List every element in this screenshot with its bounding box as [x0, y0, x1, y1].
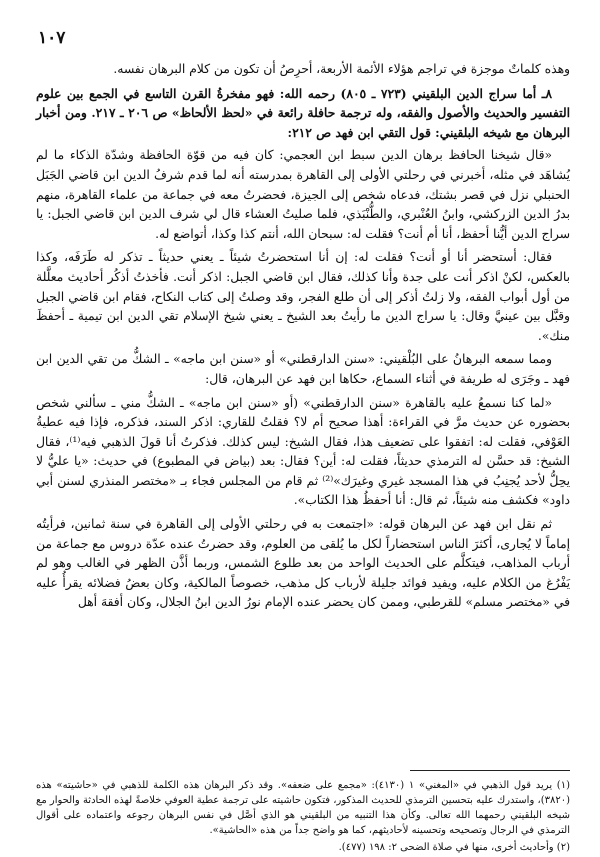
footnote-1: (١) يريد قول الذهبي في «المغني» ١ (٤١٣٠): «مجمع على ضعفه». وقد ذكر البرهان هذه الكلمة للذهبي في «حاشيته» هذه (٣٨٢٠)، واستدرك عليه بتحسين الترمذي للحديث المذكور، فتكون حاشيته على ترجمة عطية العوفي خلاصةً لهذه الحادثة والحوار مع شيخه البلقيني رحمهما الله تعالى. وكأن هذا التنبيه من البلقيني هو الذي أصَّل في نفس البرهان رجوعه واعتماده على أقوال الترمذي في الرجال وتصحيحه وتحسينه لأحاديثهم، كما هو واضح جداً من هذه «الحاشية».	[36, 780, 570, 836]
main-text	[36, 60, 570, 617]
footnote-2: (٢) وأحاديث أخرى، منها في صلاة الضحى ٢: ١٩٨ (٤٧٧).	[338, 842, 570, 853]
section-8-quote-1: «قال شيخنا الحافظ برهان الدين سبط ابن العجمي: كان فيه من قوّة الحافظة وشدّة الذكاء ما لم يُشاهَد في مثله، أخبرني في رحلتي الأولى إلى القاهرة بمدرسته أنه لما قدم شرفُ الدين ابن قاضي الجَبَل الحنبلي نزل في قصر بشتك، فدعاه شخص إلى الجيزة، فحضرتُ معه في جماعة من علماء القاهرة، منهم بدرُ الدين الزركشي، وابنُ العُنْبري، والطُّنْبَذي، فلما صليتُ العشاء قال لي شرف الدين ابن قاضي الجبل: يا سراج الدين أيُّنا أحفظ، أنا أم أنت؟ فقلت له: سبحان الله، أنتم كذا وكذا، أتواضع له.	[36, 148, 570, 241]
footnote-divider	[410, 770, 570, 771]
meeting-paragraph: ثم نقل ابن فهد عن البرهان قوله: «اجتمعت به في رحلتي الأولى إلى القاهرة في سنة ثمانين، فرأيتُه إماماً لا يُجارى، أكثرَ الناس استحضاراً لكل ما يُلقى من العلوم، وقد حضرتُ عنده عدّة دروس مع جماعة من أرباب المذاهب، فيتكلَّم على الحديث الواحد من بعد طلوع الشمس، وربما أذَّن الظهر في الغالب وهو لم يَفْرُغ من الكلام عليه، ويفيد فوائد جليلة لأرباب كل مذهب، خصوصاً المالكية، وكان بعضُ فضلائه يقرأُ عليه في «مختصر مسلم» للقرطبي، وممن كان يحضر عنده الإمام نورُ الدين ابنُ الجلال، وكان أفقهَ أهل	[36, 517, 570, 610]
section-8-lead: ٨ـ أما سراج الدين البلقيني (٧٢٣ ـ ٨٠٥) رحمه الله: فهو مفخرةُ القرن التاسع في الجمع بين علوم التفسير والحديث والأصول والفقه، وله ترجمة حافلة رائعة في «لحظ الألحاظ» ص ٢٠٦ ـ ٢١٧. ومن أخبار البرهان مع شيخه البلقيني: قول التقي ابن فهد ص ٢١٢:	[36, 85, 570, 140]
intro-paragraph: وهذه كلماتٌ موجزة في تراجم هؤلاء الأئمة الأربعة، أحرِصُ أن تكون من كلام البرهان نفسه.	[113, 62, 570, 76]
section-8-quote-2: فقال: أستحضر أنا أو أنت؟ فقلت له: إن أنا استحضرتُ شيئاً ـ يعني حديثاً ـ تذكر له طَرَفَه، وكذا بالعكس، لكنْ اذكر أنت على جدة وأنا كذلك، فقال ابن قاضي الجبل: اذكر أنت. فأخذتُ أذكُر أحاديث معلَّلة من أول أبواب الفقه، ولا زلتُ أذكر إلى أن طلع الفجر، وقد وصلتُ إلى كتاب النكاح، فقام ابن قاضي الجبل وقبَّل بين عينيَّ وقال: يا سراج الدين ما رأيتُ بعد الشيخ ـ يعني شيخ الإسلام تقي الدين ابن تيمية ـ أحفظَ منك».	[36, 250, 570, 343]
footnotes	[36, 778, 570, 857]
sunan-paragraph: ومما سمعه البرهانُ على البُلْقيني: «سنن الدارقطني» أو «سنن ابن ماجه» ـ الشكُّ من تقي الدين ابن فهد ـ وجَرَى له طريفة في أثناء السماع، حكاها ابن فهد عن البرهان، قال:	[36, 352, 570, 386]
page-number: ١٠٧	[38, 28, 66, 48]
sunan-quote: «لما كنا نسمعُ عليه بالقاهرة «سنن الدارقطني» (أو «سنن ابن ماجه» ـ الشكُّ مني ـ سألني شخص بحضوره عن حديث مرَّ في القراءة: أهذا صحيح أم لا؟ فقلتُ للقاري: اذكر السند، فذكره، فإذا فيه عطيةُ العَوْفي، فقلت له: اتفقوا على تضعيف هذا، فقال الشيخ: ليس كذلك. فذكرتُ أنا قولَ الذهبي فيه⁽¹⁾، فقال الشيخ: قد حسَّن له الترمذي حديثاً، فقلت له: أين؟ فقال: بعد (بياض في المطبوع) في حديث: «يا عليُّ لا يحِلُّ لأحد يُجنِبُ في هذا المسجد غيري وغيرَك»⁽²⁾ ثم قام من المجلس فجاء بـ «مختصر المنذري لسنن أبي داود» فكشف منه شيئاً، ثم قال: أنا أحفظُ هذا الكتاب».	[36, 395, 570, 508]
